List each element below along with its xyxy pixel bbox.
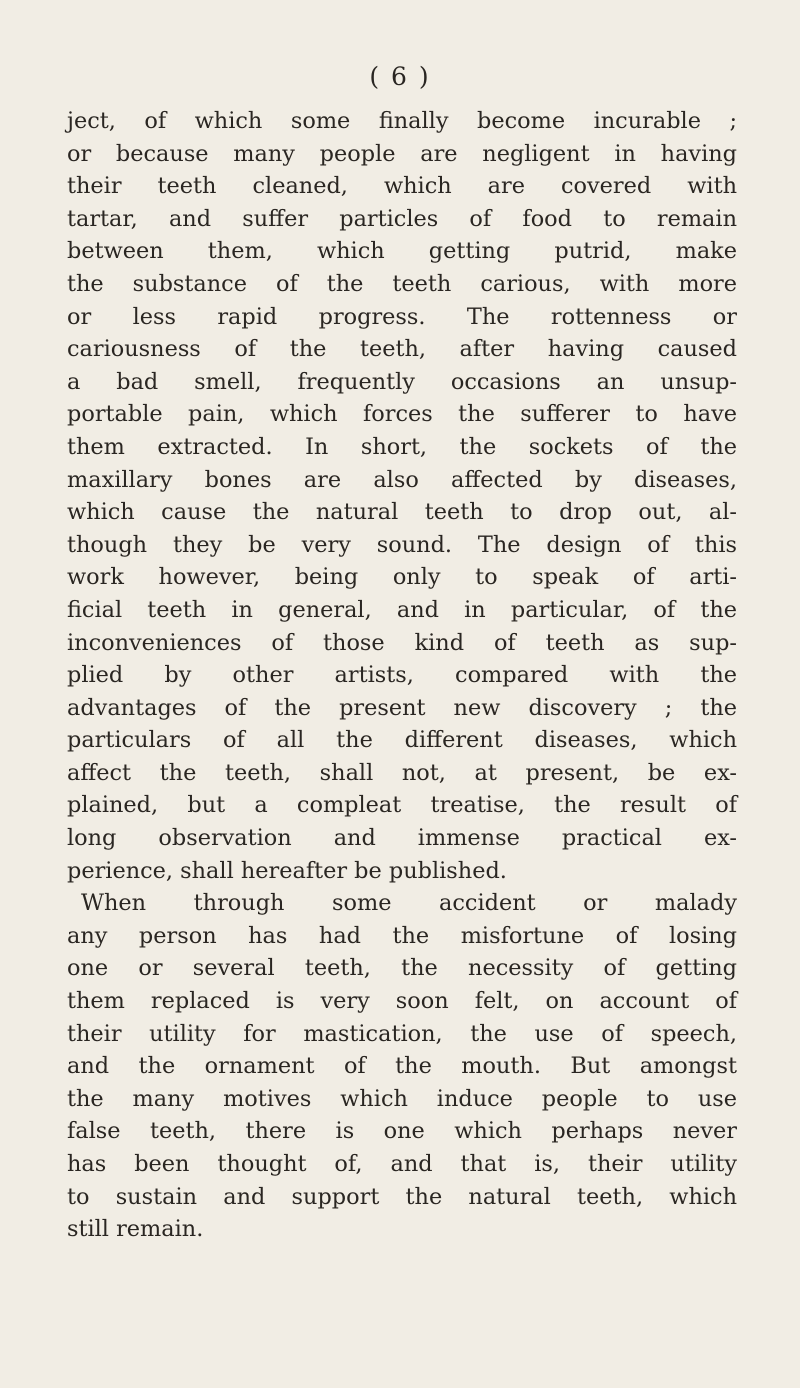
text-line: tartar, and suffer particles of food to remain	[67, 205, 737, 232]
text-line: has been thought of, and that is, their utility	[67, 1151, 737, 1177]
text-line: inconveniences of those kind of teeth as sup-	[67, 629, 737, 656]
text-line: long observation and immense practical ex-	[67, 825, 737, 852]
text-line: maxillary bones are also affected by diseases,	[67, 466, 737, 493]
text-line: still remain.	[67, 1216, 204, 1243]
text-line: one or several teeth, the necessity of getting	[67, 955, 737, 982]
text-line: affect the teeth, shall not, at present, be ex-	[67, 759, 737, 786]
text-line: plied by other artists, compared with the	[67, 662, 737, 689]
body-text	[67, 105, 737, 1246]
text-line: their utility for mastication, the use of speech,	[67, 1020, 737, 1047]
text-line: and the ornament of the mouth. But amongst	[67, 1053, 737, 1080]
text-line: to sustain and support the natural teeth, which	[67, 1183, 737, 1210]
text-line: work however, being only to speak of arti-	[67, 564, 737, 591]
text-line: false teeth, there is one which perhaps never	[67, 1118, 737, 1145]
text-line: ficial teeth in general, and in particular, of the	[67, 596, 737, 623]
text-line: ject, of which some finally become incurable ;	[67, 108, 737, 134]
text-line: perience, shall hereafter be published.	[67, 857, 507, 884]
text-line: their teeth cleaned, which are covered with	[67, 173, 737, 200]
text-line: or because many people are negligent in having	[67, 140, 737, 167]
text-line: or less rapid progress. The rottenness or	[67, 303, 737, 330]
text-line: the many motives which induce people to use	[67, 1085, 737, 1112]
text-line: cariousness of the teeth, after having caused	[67, 336, 737, 363]
text-line: them extracted. In short, the sockets of the	[67, 433, 737, 460]
text-line: particulars of all the different diseases, which	[67, 727, 737, 754]
text-line: any person has had the misfortune of losing	[67, 922, 737, 949]
text-line: the substance of the teeth carious, with more	[67, 270, 737, 297]
text-line: advantages of the present new discovery ; the	[67, 694, 737, 721]
text-line: though they be very sound. The design of this	[67, 531, 737, 558]
text-line: which cause the natural teeth to drop out, al-	[67, 499, 737, 526]
text-line: them replaced is very soon felt, on account of	[67, 988, 737, 1015]
text-line: plained, but a compleat treatise, the result of	[67, 792, 737, 819]
text-line: a bad smell, frequently occasions an unsup-	[67, 368, 737, 395]
page-number: ( 6 )	[369, 62, 431, 91]
text-line: portable pain, which forces the sufferer to have	[67, 401, 737, 428]
paragraph-start-line: When through some accident or malady	[81, 890, 737, 917]
text-line: between them, which getting putrid, make	[67, 238, 737, 265]
